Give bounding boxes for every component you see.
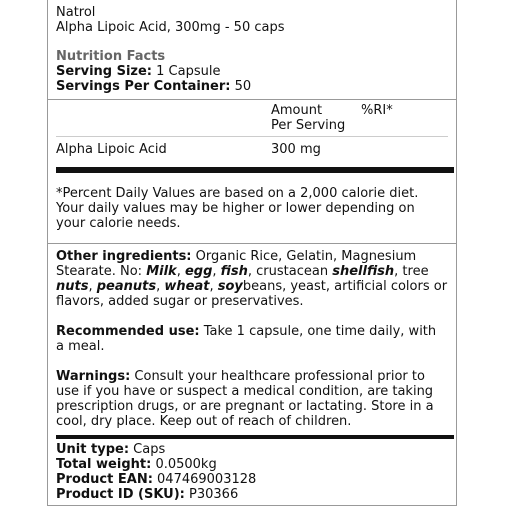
recommended-use-label: Recommended use: xyxy=(56,324,200,339)
allergen-nuts: nuts xyxy=(56,279,89,294)
product-ean-label: Product EAN: xyxy=(56,472,153,487)
servings-label: Servings Per Container: xyxy=(56,79,231,94)
serving-size xyxy=(56,64,448,79)
ingredients-text: , crustacean xyxy=(247,264,333,279)
product-header xyxy=(48,0,456,35)
table-header xyxy=(48,100,456,136)
ingredients-separator: , xyxy=(176,264,185,279)
total-weight-label: Total weight: xyxy=(56,457,152,472)
footnote-text: *Percent Daily Values are based on a 2,000 calorie diet. Your daily values may be higher or lower depending on your calorie needs. xyxy=(56,186,419,231)
ingredients-text: Organic Rice, Gelatin, Magnesium Stearate. No: xyxy=(56,249,417,279)
allergen-wheat: wheat xyxy=(164,279,210,294)
servings-value: 50 xyxy=(230,79,252,94)
allergen-soy: soy xyxy=(217,279,243,294)
unit-type-label: Unit type: xyxy=(56,442,130,457)
servings-per-container xyxy=(56,79,448,94)
allergen-shellfish: shellfish xyxy=(332,264,395,279)
unit-type-value: Caps xyxy=(129,442,166,457)
header-amount-line1: Amount xyxy=(271,103,323,118)
ingredients-text: beans, yeast, artificial colors or flavors, added sugar or preservatives. xyxy=(56,279,448,309)
header-ri: %RI* xyxy=(361,103,393,118)
unit-type xyxy=(56,442,448,457)
ingredients-label: Other ingredients: xyxy=(56,249,192,264)
product-name: Alpha Lipoic Acid, 300mg - 50 caps xyxy=(56,20,285,35)
supplement-facts-label xyxy=(47,0,457,506)
ingredients-separator: , xyxy=(209,279,218,294)
recommended-use-text: Take 1 capsule, one time daily, with a meal. xyxy=(56,324,437,354)
brand-name: Natrol xyxy=(56,5,96,20)
allergen-egg: egg xyxy=(184,264,213,279)
header-spacer xyxy=(48,103,271,133)
table-row xyxy=(48,137,456,167)
allergen-fish: fish xyxy=(220,264,248,279)
total-weight xyxy=(56,457,448,472)
serving-size-value: 1 Capsule xyxy=(152,64,221,79)
ingredients-separator: , xyxy=(156,279,165,294)
warnings-label: Warnings: xyxy=(56,369,131,384)
ingredients-section xyxy=(48,244,456,429)
product-info xyxy=(48,439,456,502)
serving-info xyxy=(48,49,456,99)
total-weight-value: 0.0500kg xyxy=(151,457,217,472)
warnings xyxy=(56,369,448,429)
product-sku-label: Product ID (SKU): xyxy=(56,487,185,502)
product-ean-value: 047469003128 xyxy=(152,472,257,487)
nutrient-name: Alpha Lipoic Acid xyxy=(56,142,167,157)
ingredients-separator: , xyxy=(212,264,221,279)
nutrient-amount: 300 mg xyxy=(271,142,321,157)
footnote xyxy=(48,173,456,243)
product-ean xyxy=(56,472,448,487)
ingredients-text: , tree xyxy=(394,264,429,279)
recommended-use xyxy=(56,324,448,354)
product-sku xyxy=(56,487,448,502)
warnings-text: Consult your healthcare professional prior to use if you have or suspect a medical condition, are taking prescription drugs, or are pregnant or lactating. Store in a cool, dry place. Keep out of reach of children. xyxy=(56,369,434,429)
serving-size-label: Serving Size: xyxy=(56,64,153,79)
ingredients-separator: , xyxy=(88,279,97,294)
header-amount xyxy=(271,103,361,133)
header-amount-line2: Per Serving xyxy=(271,118,346,133)
allergen-peanuts: peanuts xyxy=(96,279,157,294)
other-ingredients xyxy=(56,249,448,309)
allergen-milk: Milk xyxy=(146,264,177,279)
nutrition-facts-title: Nutrition Facts xyxy=(56,49,166,64)
product-sku-value: P30366 xyxy=(184,487,239,502)
